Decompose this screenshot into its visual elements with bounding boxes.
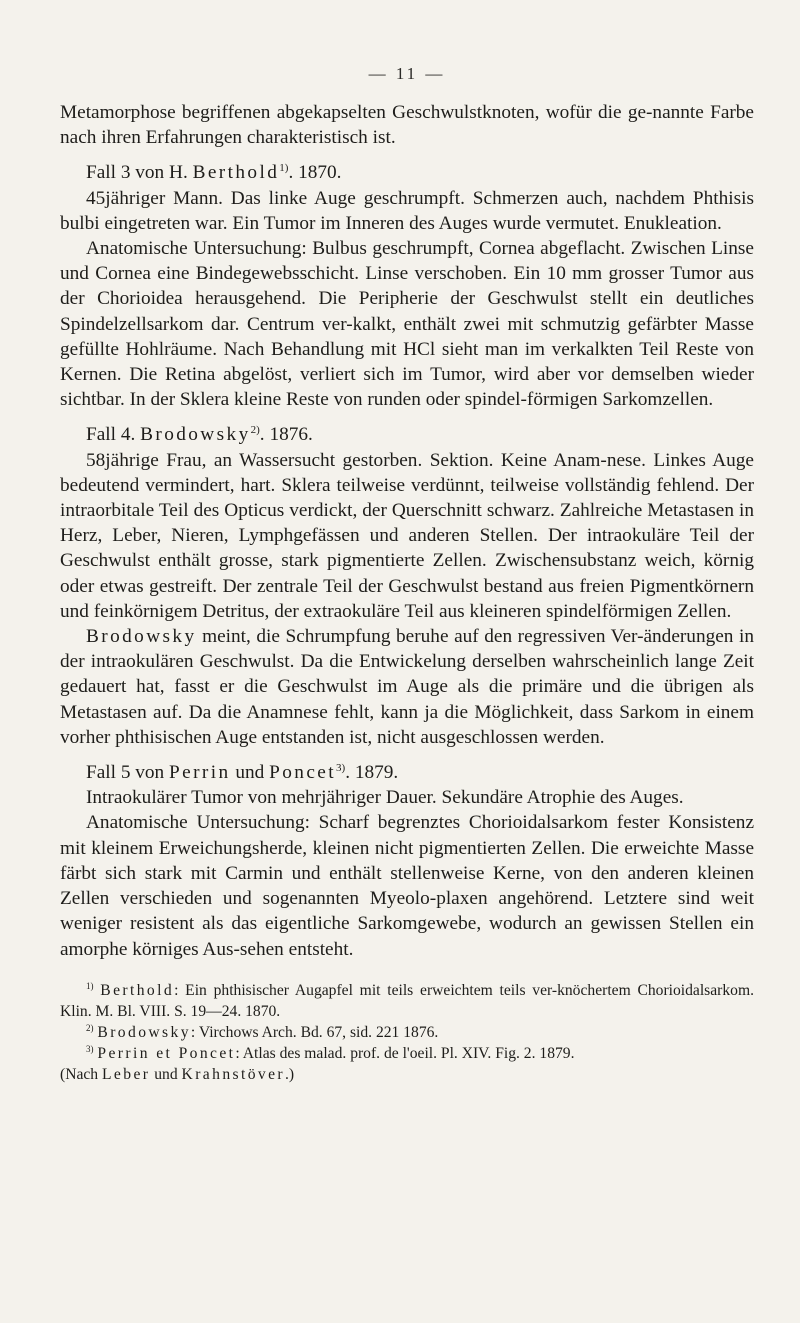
fall-4-heading: Fall 4. Brodowsky$^{2)}$. 1876. [86,424,313,446]
fall-4-paragraph-1: 58jährige Frau, an Wassersucht gestorben. Sektion. Keine Anam-nese. Linkes Auge bedeutend vermindert, hart. Sklera teilweise verdünnt, teilweise vollständig fehlend. Der intraorbitale Teil des Opticus verdickt, der Querschnitt schwarz. Zahlreiche Metastasen in Herz, Leber, Nieren, Lymphgefässen und anderen Stellen. Der intraokuläre Teil der Geschwulst enthält grosse, stark pigmentierte Zellen. Zwischensubstanz weich, körnig oder etwas gestreift. Der zentrale Teil der Geschwulst bestand aus freien Pigmentkörnern und feinkörnigem Detritus, der extraokuläre Teil aus kleineren spindelförmigen Zellen. [60,449,754,622]
fall-3-heading: Fall 3 von H. Berthold$^{1)}$. 1870. [86,162,342,184]
footnote-2: $^{2)}$ Brodowsky: Virchows Arch. Bd. 67, sid. 221 1876. [86,1022,439,1041]
author-name: Leber [102,1065,151,1083]
footnote-ref: 3) [336,762,346,775]
author-name: Brodowsky [97,1023,191,1041]
footnote-1: $^{1)}$ Berthold: Ein phthisischer Augapfel mit teils erweichtem teils ver-knöchertem Chorioidalsarkom. Klin. M. Bl. VIII. S. 19—24. 1870. [60,980,754,1020]
footnote-ref: 1) [279,162,289,175]
author-name: Perrin [169,762,231,784]
author-name: Berthold [100,981,175,999]
page-number: — 11 — [368,64,446,83]
author-name: Poncet [269,762,337,784]
body-text [60,100,754,962]
fall-5-heading: Fall 5 von Perrin und Poncet$^{3)}$. 1879. [86,762,399,784]
footnotes [60,980,754,1085]
footnote-3: $^{3)}$ Perrin et Poncet: Atlas des malad. prof. de l'oeil. Pl. XIV. Fig. 2. 1879. [86,1043,575,1062]
footnote-3-continuation: (Nach Leber und Krahnstöver.) [60,1065,295,1083]
fall-5-paragraph-2: Anatomische Untersuchung: Scharf begrenztes Chorioidalsarkom fester Konsistenz mit kleinem Erweichungsherde, kleinen nicht pigmentierten Zellen. Die erweichte Masse färbt sich stark mit Carmin und enthält stellenweise Kerne, von den anderen kleinen Zellen verschieden und sogenannten Myeolo-plaxen angehörend. Letztere sind weit weniger resistent als das eigentliche Sarkomgewebe, wodurch an gewissen Stellen ein amorphe körniges Aus-sehen entsteht. [60,812,754,960]
author-name: Brodowsky [86,626,197,648]
author-name: Perrin et Poncet [97,1044,236,1062]
footnote-ref: 2) [250,424,260,437]
intro-paragraph: Metamorphose begriffenen abgekapselten Geschwulstknoten, wofür die ge-nannte Farbe nach ihren Erfahrungen charakteristisch ist. [60,102,754,149]
fall-4-paragraph-2: Brodowsky meint, die Schrumpfung beruhe auf den regressiven Ver-änderungen in der intraokulären Geschwulst. Da die Entwickelung derselben wahrscheinlich lange Zeit gedauert hat, fasst er die Geschwulst im Auge als die primäre und die übrigen als Metastasen auf. Da die Anamnese fehlt, kann ja die Möglichkeit, dass Sarkom in einem vorher phthisischen Auge entstanden ist, nicht ausgeschlossen werden. [60,626,754,748]
fall-3-paragraph-2: Anatomische Untersuchung: Bulbus geschrumpft, Cornea abgeflacht. Zwischen Linse und Cornea eine Bindegewebsschicht. Linse verschoben. Ein 10 mm grosser Tumor aus der Chorioidea herausgehend. Die Peripherie der Geschwulst stellt ein deutliches Spindelzellsarkom dar. Centrum ver-kalkt, enthält zwei mit schmutzig gefärbter Masse gefüllte Hohlräume. Nach Behandlung mit HCl sieht man im verkalkten Teil Reste von Kernen. Die Retina abgelöst, verliert sich im Tumor, wird aber vor demselben wieder sichtbar. In der Sklera kleine Reste von runden oder spindel-förmigen Sarkomzellen. [60,238,754,411]
author-name: Krahnstöver [181,1065,286,1083]
fall-3-paragraph-1: 45jähriger Mann. Das linke Auge geschrumpft. Schmerzen auch, nachdem Phthisis bulbi eingetreten war. Ein Tumor im Inneren des Auges wurde vermutet. Enukleation. [60,187,754,234]
author-name: Berthold [192,162,280,184]
author-name: Brodowsky [140,424,251,446]
fall-5-paragraph-1: Intraokulärer Tumor von mehrjähriger Dauer. Sekundäre Atrophie des Auges. [86,787,684,809]
book-page [60,0,754,1085]
